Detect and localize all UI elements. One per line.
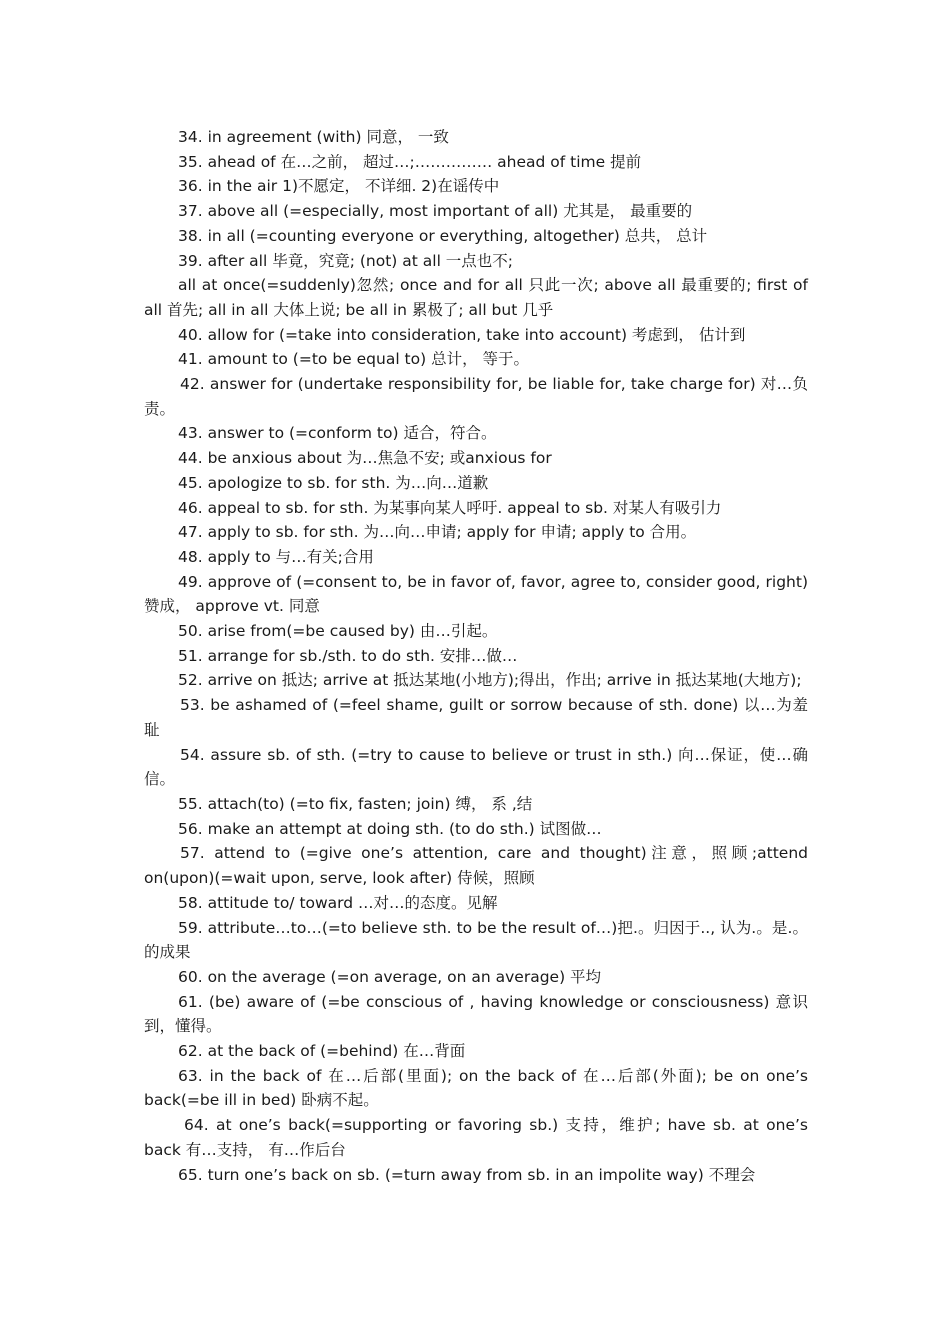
entry-54: 54. assure sb. of sth. (=try to cause to believe or trust in sth.) 向…保证，使…确信。 (144, 745, 808, 789)
entry-38: 38. in all (=counting everyone or everything, altogether) 总共， 总计 (178, 226, 708, 245)
entry-64: 64. at one’s back(=supporting or favoring sb.) 支持，维护; have sb. at one’s back 有…支持， 有…作后台 (144, 1116, 808, 1159)
entry-58: 58. attitude to/ toward …对…的态度。见解 (178, 893, 498, 912)
entry-44: 44. be anxious about 为…焦急不安; 或anxious for (178, 449, 552, 468)
entry-34: 34. in agreement (with) 同意， 一致 (178, 128, 449, 146)
entry-57: 57. attend to (=give one’s attention, care and thought)注意，照顾;attend on(upon)(=wait upon, serve, look after) 侍候，照顾 (144, 844, 808, 888)
entry-47: 47. apply to sb. for sth. 为…向…申请; apply for 申请; apply to 合用。 (178, 523, 697, 542)
entry-62: 62. at the back of (=behind) 在…背面 (178, 1042, 466, 1061)
entry-35: 35. ahead of 在…之前， 超过…;…………… ahead of time 提前 (178, 152, 642, 171)
entry-63: 63. in the back of 在…后部(里面); on the back of 在…后部(外面); be on one’s back(=be ill in bed) 卧病不起。 (144, 1066, 808, 1110)
entry-59: 59. attribute…to…(=to believe sth. to be the result of…)把.。归因于.., 认为.。是.。的成果 (144, 918, 808, 962)
entry-39: 39. after all 毕竟，究竟; (not) at all 一点也不; (178, 251, 514, 270)
entry-46: 46. appeal to sb. for sth. 为某事向某人呼吁. appeal to sb. 对某人有吸引力 (178, 498, 722, 517)
entry-56: 56. make an attempt at doing sth. (to do sth.) 试图做… (178, 819, 602, 838)
entry-40: 40. allow for (=take into consideration, take into account) 考虑到， 估计到 (178, 325, 746, 344)
entry-51: 51. arrange for sb./sth. to do sth. 安排…做… (178, 646, 518, 665)
entry-52: 52. arrive on 抵达; arrive at 抵达某地(小地方);得出，作出; arrive in 抵达某地(大地方); (178, 671, 802, 690)
entry-60: 60. on the average (=on average, on an average) 平均 (178, 967, 602, 986)
entry-41: 41. amount to (=to be equal to) 总计， 等于。 (178, 350, 530, 369)
entry-53: 53. be ashamed of (=feel shame, guilt or sorrow because of sth. done) 以…为羞耻 (144, 696, 808, 739)
document-body (144, 125, 808, 1187)
entry-39-continued: all at once(=suddenly)忽然; once and for all 只此一次; above all 最重要的; first of all 首先; all in all 大体上说; be all in 累极了; all but 几乎 (144, 276, 808, 319)
entry-37: 37. above all (=especially, most important of all) 尤其是， 最重要的 (178, 202, 693, 221)
entry-45: 45. apologize to sb. for sth. 为…向…道歉 (178, 473, 489, 492)
entry-36: 36. in the air 1)不愿定， 不详细. 2)在谣传中 (178, 177, 500, 196)
entry-65: 65. turn one’s back on sb. (=turn away from sb. in an impolite way) 不理会 (178, 1165, 756, 1184)
entry-43: 43. answer to (=conform to) 适合，符合。 (178, 424, 497, 443)
entry-49: 49. approve of (=consent to, be in favor of, favor, agree to, consider good, right) 赞成， approve vt. 同意 (144, 572, 808, 616)
entry-48: 48. apply to 与…有关;合用 (178, 547, 374, 566)
entry-42: 42. answer for (undertake responsibility for, be liable for, take charge for) 对…负责。 (144, 375, 808, 418)
entry-61: 61. (be) aware of (=be conscious of , having knowledge or consciousness) 意识到，懂得。 (144, 992, 808, 1036)
entry-50: 50. arise from(=be caused by) 由…引起。 (178, 622, 498, 641)
entry-55: 55. attach(to) (=to fix, fasten; join) 缚， 系 ,结 (178, 794, 533, 813)
